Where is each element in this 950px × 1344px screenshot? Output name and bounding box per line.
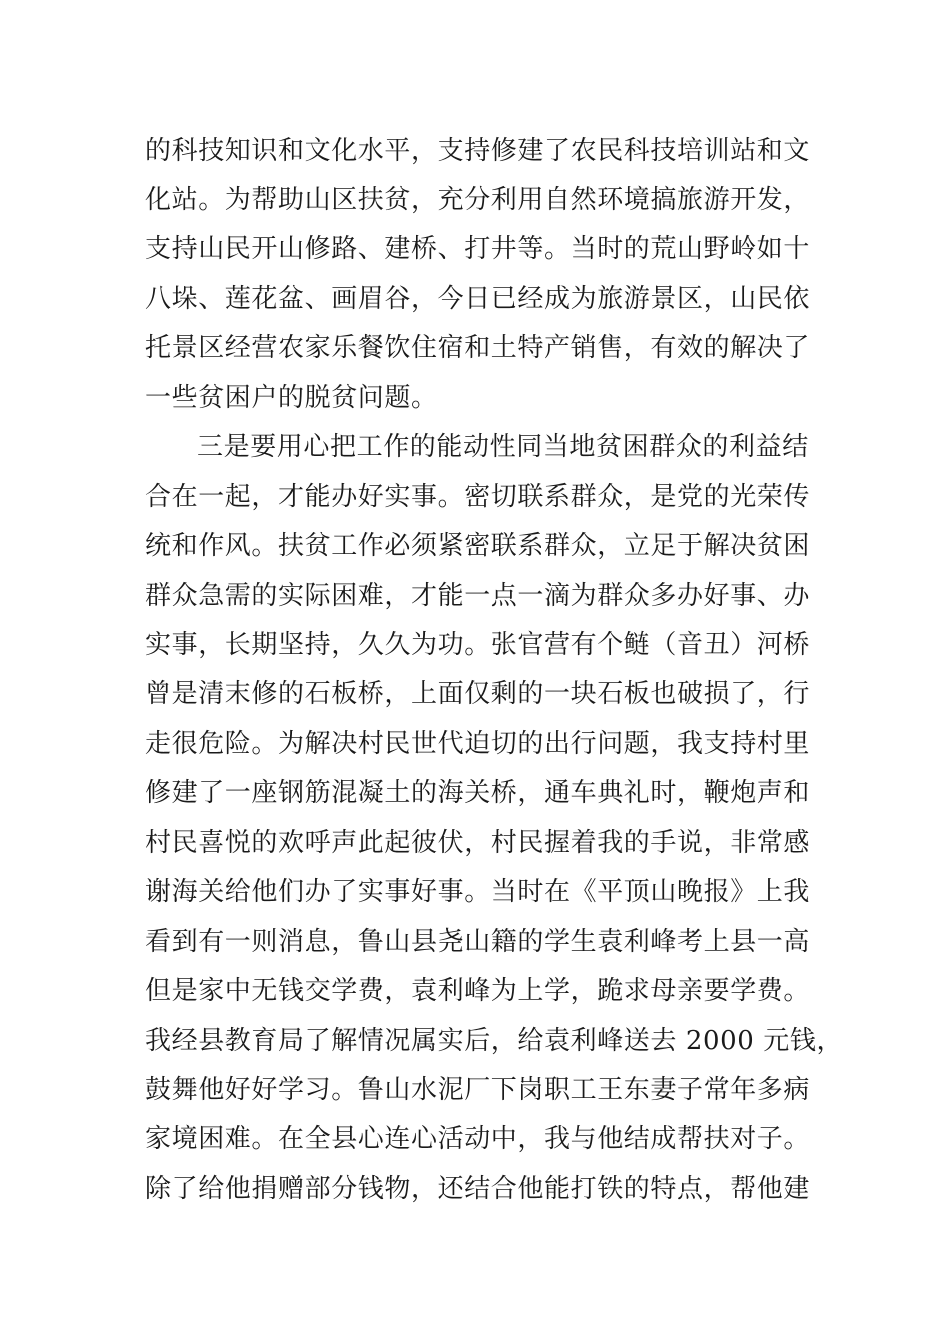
text-line: 家境困难。在全县心连心活动中，我与他结成帮扶对子。	[145, 1124, 811, 1154]
text-line: 三是要用心把工作的能动性同当地贫困群众的利益结	[197, 432, 809, 462]
text-line: 村民喜悦的欢呼声此起彼伏，村民握着我的手说，非常感	[145, 828, 811, 858]
text-line: 群众急需的实际困难，才能一点一滴为群众多办好事、办	[145, 581, 811, 611]
text-line: 支持山民开山修路、建桥、打井等。当时的荒山野岭如十	[145, 234, 811, 264]
text-line: 看到有一则消息，鲁山县尧山籍的学生袁利峰考上县一高	[145, 927, 811, 957]
text-line: 但是家中无钱交学费，袁利峰为上学，跪求母亲要学费。	[145, 976, 811, 1006]
text-line: 曾是清末修的石板桥，上面仅剩的一块石板也破损了，行	[145, 679, 811, 709]
text-line: 走很危险。为解决村民世代迫切的出行问题，我支持村里	[145, 729, 811, 759]
text-line: 托景区经营农家乐餐饮住宿和土特产销售，有效的解决了	[145, 333, 811, 363]
text-line: 除了给他捐赠部分钱物，还结合他能打铁的特点，帮他建	[145, 1174, 811, 1204]
text-line: 合在一起，才能办好实事。密切联系群众，是党的光荣传	[145, 482, 811, 512]
text-line: 修建了一座钢筋混凝土的海关桥，通车典礼时，鞭炮声和	[145, 778, 811, 808]
text-line: 鼓舞他好好学习。鲁山水泥厂下岗职工王东妻子常年多病	[145, 1075, 811, 1105]
text-line: 谢海关给他们办了实事好事。当时在《平顶山晚报》上我	[145, 877, 811, 907]
text-line: 化站。为帮助山区扶贫，充分利用自然环境搞旅游开发，	[145, 185, 811, 215]
text-line: 一些贫困户的脱贫问题。	[145, 383, 438, 413]
text-line: 的科技知识和文化水平，支持修建了农民科技培训站和文	[145, 136, 811, 166]
text-line: 八垛、莲花盆、画眉谷，今日已经成为旅游景区，山民依	[145, 284, 811, 314]
text-line: 我经县教育局了解情况属实后，给袁利峰送去 2000 元钱，	[145, 1026, 844, 1056]
text-line: 实事，长期坚持，久久为功。张官营有个鲢（音丑）河桥	[145, 630, 811, 660]
text-line: 统和作风。扶贫工作必须紧密联系群众，立足于解决贫困	[145, 531, 811, 561]
